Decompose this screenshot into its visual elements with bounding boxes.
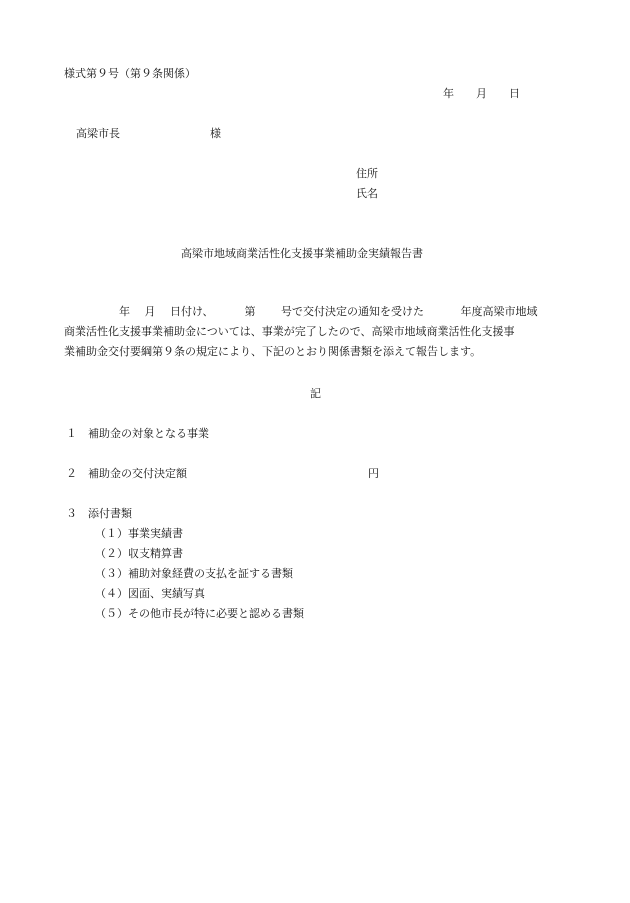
list-item: （１）事業実績書 <box>95 527 183 540</box>
item-grant-amount: 補助金の交付決定額 <box>88 467 187 480</box>
addressee-honorific: 様 <box>210 127 221 140</box>
ki-heading: 記 <box>310 387 321 400</box>
list-item: （３）補助対象経費の支払を証する書類 <box>95 567 293 580</box>
addressee-name: 高梁市長 <box>76 127 120 140</box>
attachment-list <box>95 528 304 628</box>
item-subsidy-project: 補助金の対象となる事業 <box>88 427 209 440</box>
item-attachments: 添付書類 <box>88 507 132 520</box>
list-item: （４）図面、実績写真 <box>95 587 205 600</box>
yen-unit-label: 円 <box>368 467 379 480</box>
body-line: 年 月 日付け、 第 号で交付決定の通知を受けた 年度高梁市地域 <box>64 305 538 318</box>
item-number: ３ <box>66 507 77 520</box>
item-number: ２ <box>66 467 77 480</box>
body-paragraph <box>64 306 574 366</box>
date-line: 年 月 日 <box>443 87 520 100</box>
body-line: 業補助金交付要綱第９条の規定により、下記のとおり関係書類を添えて報告します。 <box>64 345 482 358</box>
form-number-label: 様式第９号（第９条関係） <box>64 67 196 80</box>
name-label: 氏名 <box>356 187 378 200</box>
list-item: （２）収支精算書 <box>95 547 183 560</box>
list-item: （５）その他市長が特に必要と認める書類 <box>95 607 304 620</box>
document-title: 高梁市地域商業活性化支援事業補助金実績報告書 <box>181 247 423 260</box>
body-line: 商業活性化支援事業補助金については、事業が完了したので、高梁市地域商業活性化支援事 <box>64 325 515 338</box>
item-number: １ <box>66 427 77 440</box>
address-label: 住所 <box>356 167 378 180</box>
